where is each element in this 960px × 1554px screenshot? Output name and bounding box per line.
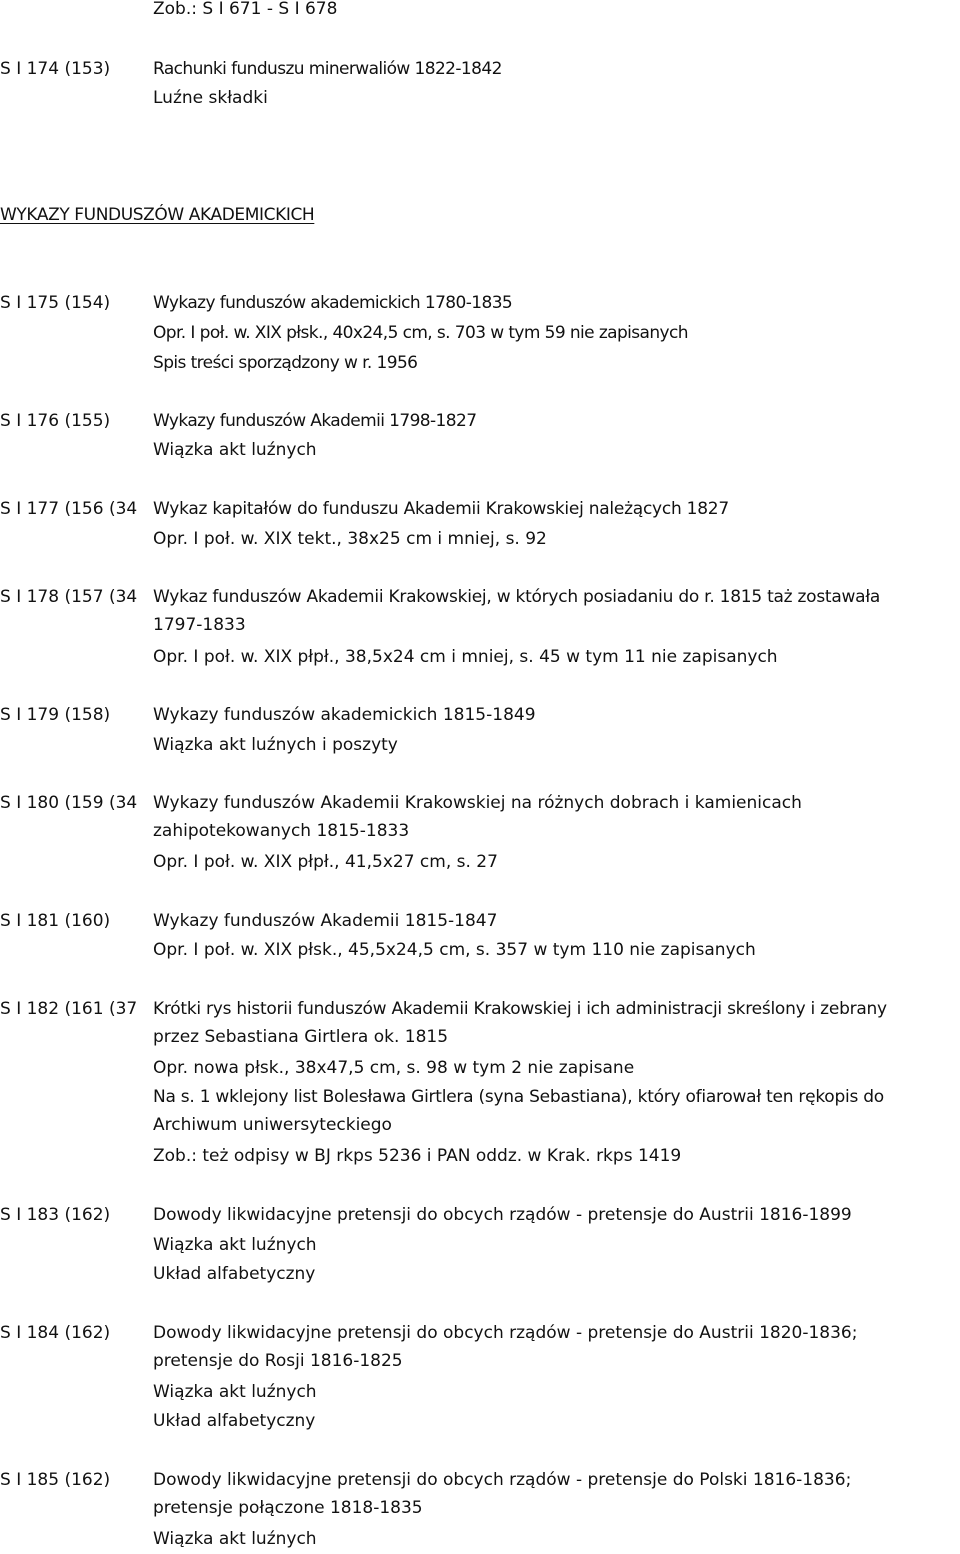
- entry-note: Na s. 1 wklejony list Bolesława Girtlera (syna Sebastiana), który ofiarował ten rękopis do: [153, 1087, 884, 1107]
- entry-title: Wykazy funduszów akademickich 1815-1849: [153, 705, 536, 725]
- top-cross-reference: Zob.: S I 671 - S I 678: [153, 0, 338, 19]
- section-heading: WYKAZY FUNDUSZÓW AKADEMICKICH: [0, 205, 315, 225]
- entry-cross-reference: Zob.: też odpisy w BJ rkps 5236 i PAN oddz. w Krak. rkps 1419: [153, 1146, 682, 1166]
- entry-signature: S I 181 (160): [0, 911, 111, 931]
- entry-title: Wykazy funduszów Akademii Krakowskiej na różnych dobrach i kamienicach: [153, 793, 802, 813]
- entry-signature: S I 177 (156 (34: [0, 499, 138, 519]
- entry-note: Układ alfabetyczny: [153, 1264, 316, 1284]
- entry-note: Opr. I poł. w. XIX płsk., 40x24,5 cm, s. 703 w tym 59 nie zapisanych: [153, 323, 688, 343]
- entry-title: Rachunki funduszu minerwaliów 1822-1842: [153, 59, 502, 79]
- entry-note: Archiwum uniwersyteckiego: [153, 1115, 392, 1135]
- entry-title: Krótki rys historii funduszów Akademii Krakowskiej i ich administracji skreślony i zebrany: [153, 999, 887, 1019]
- entry-title: Wykazy funduszów akademickich 1780-1835: [153, 293, 513, 313]
- entry-title: Wykaz funduszów Akademii Krakowskiej, w których posiadaniu do r. 1815 taż zostawała: [153, 587, 881, 607]
- entry-title: Wykazy funduszów Akademii 1815-1847: [153, 911, 498, 931]
- entry-note: Opr. I poł. w. XIX płpł., 38,5x24 cm i mniej, s. 45 w tym 11 nie zapisanych: [153, 647, 778, 667]
- entry-note: Wiązka akt luźnych: [153, 1235, 317, 1255]
- entry-signature: S I 174 (153): [0, 59, 111, 79]
- entry-signature: S I 184 (162): [0, 1323, 111, 1343]
- entry-title-continued: pretensje połączone 1818-1835: [153, 1498, 423, 1518]
- entry-note: Wiązka akt luźnych: [153, 440, 317, 460]
- entry-signature: S I 185 (162): [0, 1470, 111, 1490]
- entry-note: Opr. I poł. w. XIX tekt., 38x25 cm i mniej, s. 92: [153, 529, 547, 549]
- entry-note: Opr. nowa płsk., 38x47,5 cm, s. 98 w tym 2 nie zapisane: [153, 1058, 635, 1078]
- entry-title-continued: pretensje do Rosji 1816-1825: [153, 1351, 403, 1371]
- entry-note: Luźne składki: [153, 88, 268, 108]
- entry-signature: S I 183 (162): [0, 1205, 111, 1225]
- entry-note: Spis treści sporządzony w r. 1956: [153, 353, 418, 373]
- entry-signature: S I 175 (154): [0, 293, 111, 313]
- entry-signature: S I 180 (159 (34: [0, 793, 138, 813]
- entry-note: Opr. I poł. w. XIX płpł., 41,5x27 cm, s. 27: [153, 852, 498, 872]
- entry-title: Dowody likwidacyjne pretensji do obcych rządów - pretensje do Austrii 1820-1836;: [153, 1323, 858, 1343]
- entry-note: Opr. I poł. w. XIX płsk., 45,5x24,5 cm, s. 357 w tym 110 nie zapisanych: [153, 940, 756, 960]
- entry-note: Wiązka akt luźnych: [153, 1529, 317, 1549]
- entry-signature: S I 182 (161 (37: [0, 999, 138, 1019]
- entry-note: Wiązka akt luźnych: [153, 1382, 317, 1402]
- entry-signature: S I 178 (157 (34: [0, 587, 138, 607]
- entry-signature: S I 179 (158): [0, 705, 111, 725]
- entry-title: Wykazy funduszów Akademii 1798-1827: [153, 411, 477, 431]
- entry-note: Układ alfabetyczny: [153, 1411, 316, 1431]
- entry-title: Dowody likwidacyjne pretensji do obcych rządów - pretensje do Austrii 1816-1899: [153, 1205, 852, 1225]
- entry-title-continued: 1797-1833: [153, 615, 246, 635]
- entry-title: Dowody likwidacyjne pretensji do obcych rządów - pretensje do Polski 1816-1836;: [153, 1470, 852, 1490]
- entry-title-continued: zahipotekowanych 1815-1833: [153, 821, 410, 841]
- entry-signature: S I 176 (155): [0, 411, 111, 431]
- entry-title-continued: przez Sebastiana Girtlera ok. 1815: [153, 1027, 449, 1047]
- entry-note: Wiązka akt luźnych i poszyty: [153, 735, 398, 755]
- entry-title: Wykaz kapitałów do funduszu Akademii Krakowskiej należących 1827: [153, 499, 729, 519]
